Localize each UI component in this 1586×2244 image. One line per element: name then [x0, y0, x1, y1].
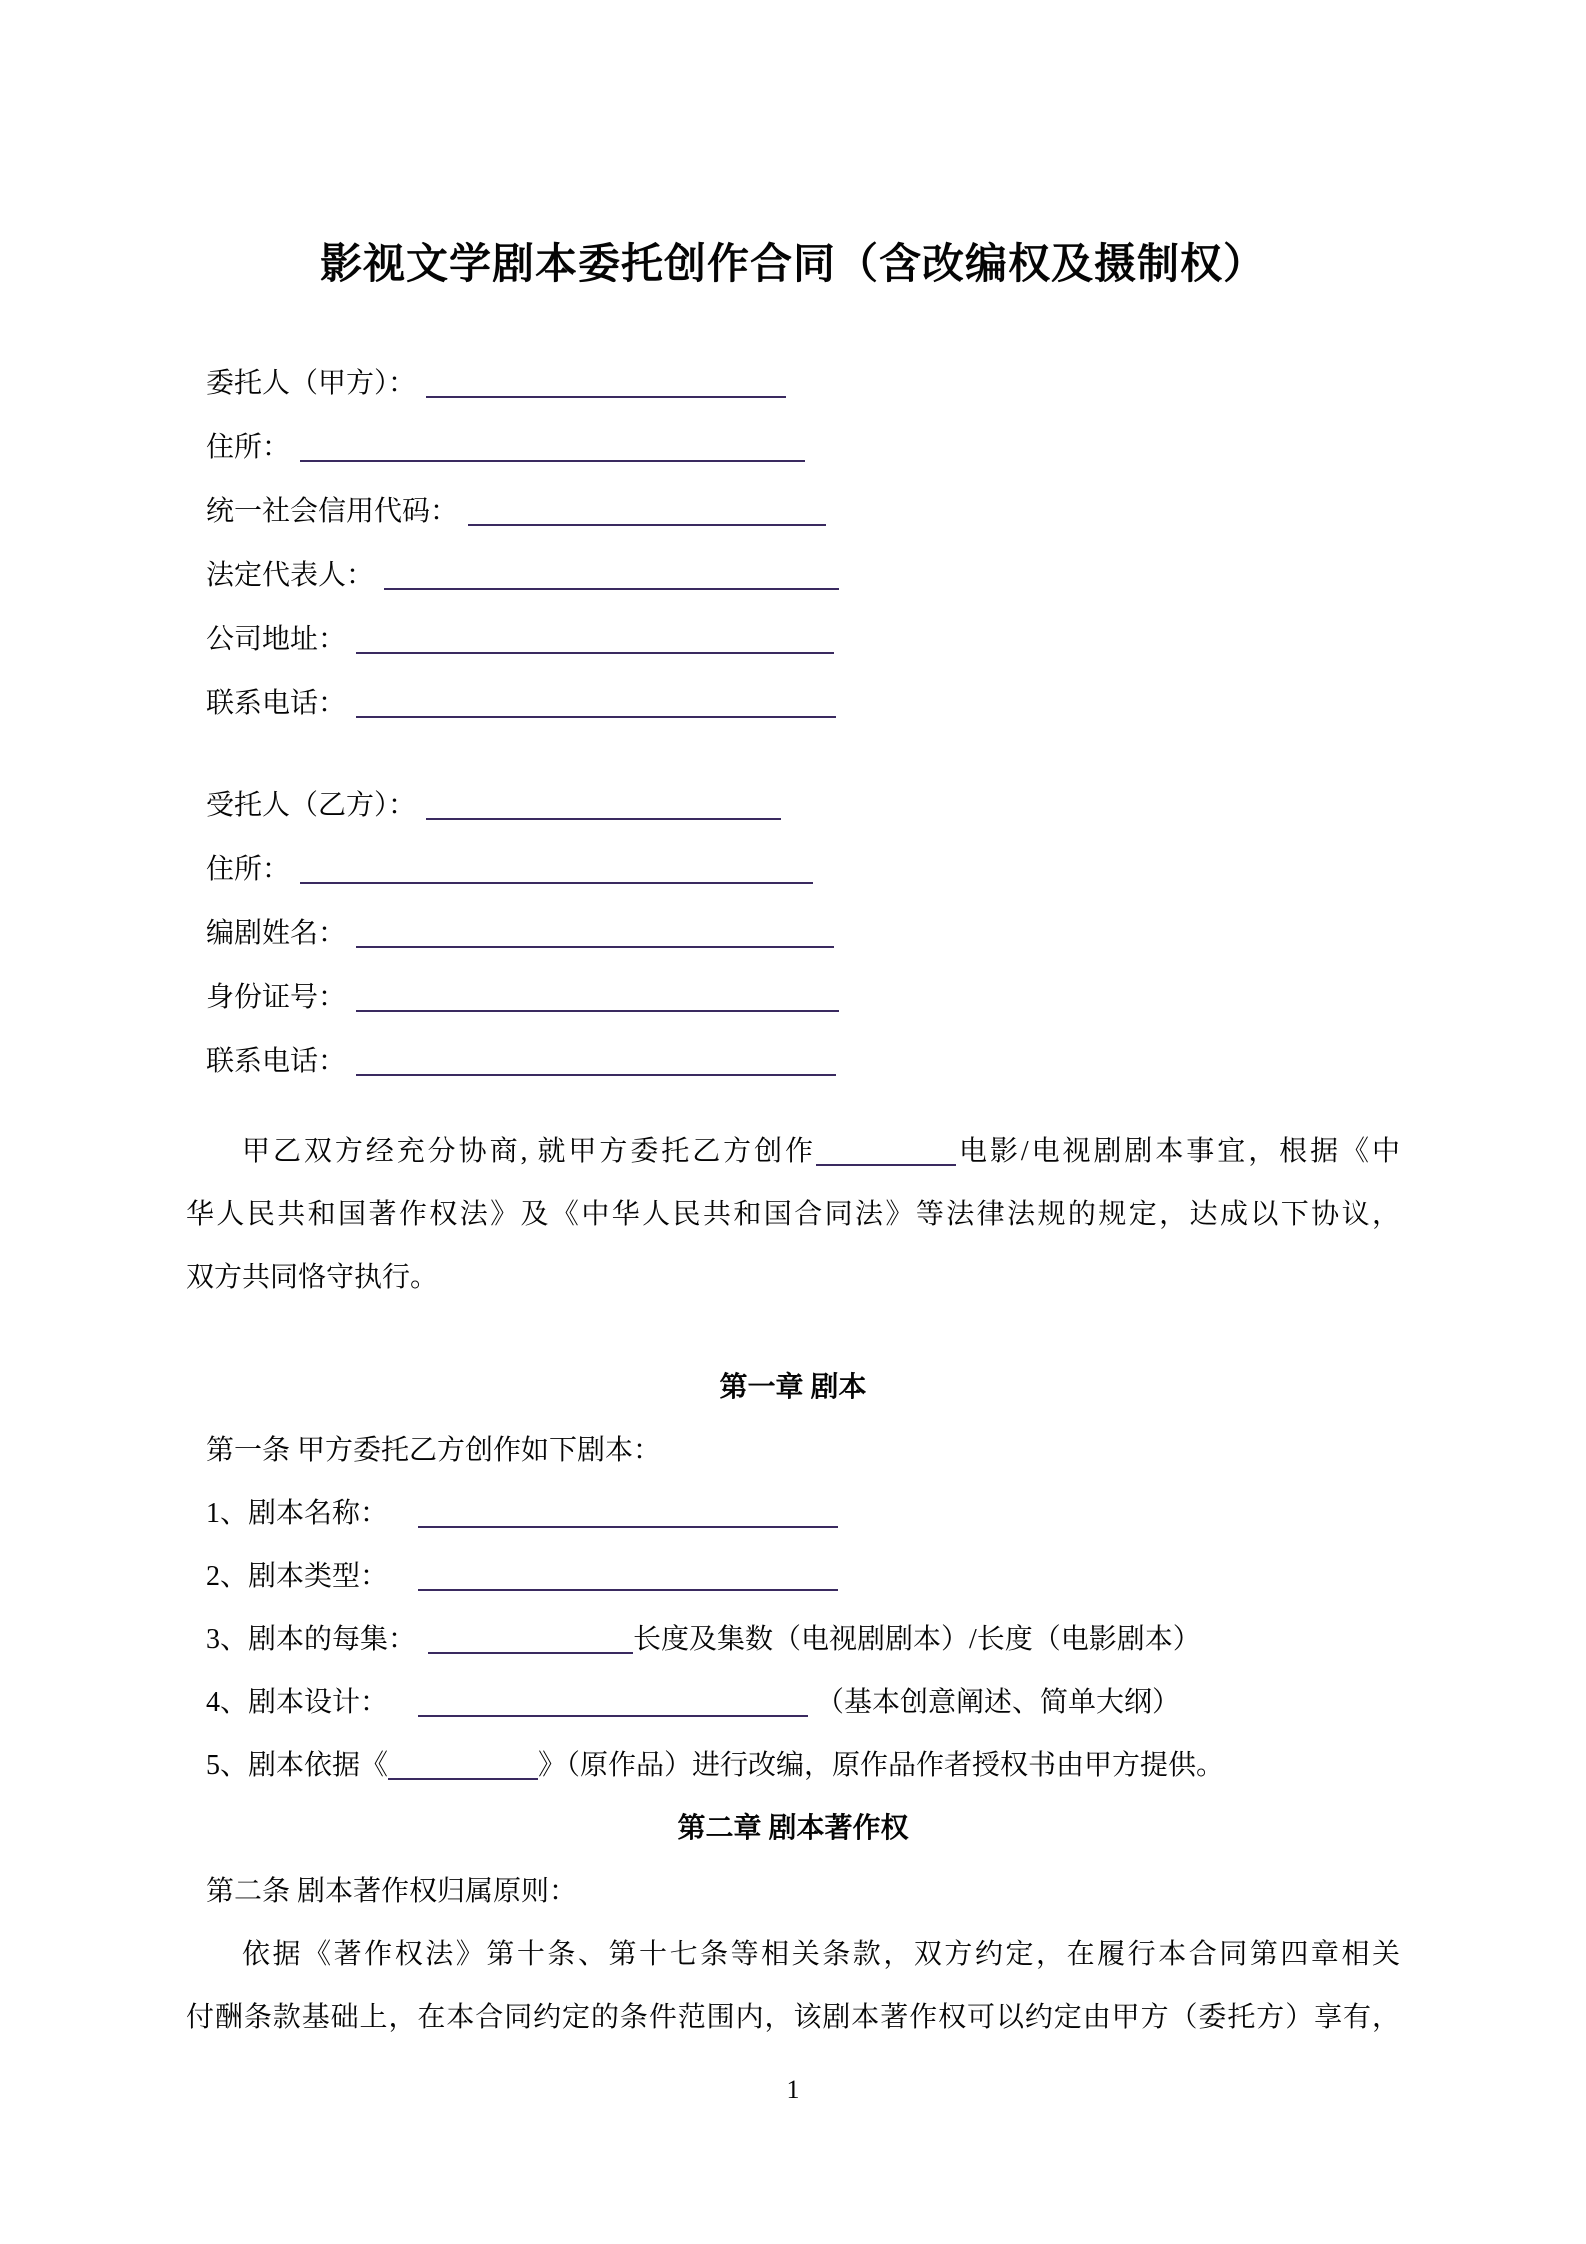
- blank-line[interactable]: [468, 494, 826, 526]
- field-label: 联系电话：: [206, 1046, 347, 1078]
- field-row-phone-a: [206, 672, 1400, 736]
- blank-line[interactable]: [418, 1496, 838, 1528]
- field-row-phone-b: [206, 1030, 1400, 1094]
- blank-line[interactable]: [300, 852, 813, 884]
- item-script-type: [186, 1545, 1400, 1608]
- article-one-lead: 第一条 甲方委托乙方创作如下剧本：: [206, 1435, 662, 1467]
- item-episode-length: [186, 1608, 1400, 1671]
- blank-line[interactable]: [428, 1622, 633, 1654]
- field-label: 法定代表人：: [206, 560, 375, 592]
- field-label: 联系电话：: [206, 688, 347, 720]
- item-suffix: 长度及集数（电视剧剧本）/长度（电影剧本）: [633, 1624, 1201, 1656]
- blank-line[interactable]: [356, 1044, 836, 1076]
- item-script-design: [186, 1671, 1400, 1734]
- field-label: 公司地址：: [206, 624, 347, 656]
- article-two-lead: 第二条 剧本著作权归属原则：: [206, 1876, 578, 1908]
- field-row-credit-code: [206, 480, 1400, 544]
- blank-line[interactable]: [356, 622, 834, 654]
- party-a-section: [186, 352, 1400, 736]
- item-prefix: 1、剧本名称：: [206, 1498, 389, 1530]
- field-label: 受托人（乙方）：: [206, 790, 417, 822]
- blank-line[interactable]: [418, 1685, 808, 1717]
- field-row-consignor: [206, 352, 1400, 416]
- chapter-two-line-1: 依据《著作权法》第十条、第十七条等相关条款，双方约定，在履行本合同第四章相关: [242, 1939, 1400, 1971]
- field-row-address-b: [206, 838, 1400, 902]
- blank-line[interactable]: [384, 558, 839, 590]
- blank-line[interactable]: [418, 1559, 838, 1591]
- chapter-two-heading: 第二章 剧本著作权: [677, 1813, 909, 1845]
- field-label: 编剧姓名：: [206, 918, 347, 950]
- blank-line[interactable]: [816, 1134, 956, 1166]
- field-row-company-address: [206, 608, 1400, 672]
- item-prefix: 4、剧本设计：: [206, 1687, 389, 1719]
- field-label: 住所：: [206, 432, 291, 464]
- blank-line[interactable]: [426, 788, 781, 820]
- intro-text: 甲乙双方经充分协商, 就甲方委托乙方创作: [242, 1136, 816, 1168]
- blank-line[interactable]: [356, 980, 839, 1012]
- intro-paragraph: [186, 1120, 1400, 1309]
- blank-line[interactable]: [356, 916, 834, 948]
- intro-line-3: 双方共同恪守执行。: [186, 1262, 439, 1294]
- chapter-one-heading: 第一章 剧本: [719, 1372, 867, 1404]
- document-title: 影视文学剧本委托创作合同（含改编权及摄制权）: [319, 242, 1266, 288]
- blank-line[interactable]: [426, 366, 786, 398]
- chapter-two-line-2: 付酬条款基础上，在本合同约定的条件范围内，该剧本著作权可以约定由甲方（委托方）享有，: [186, 2002, 1400, 2034]
- field-row-address-a: [206, 416, 1400, 480]
- item-prefix: 2、剧本类型：: [206, 1561, 389, 1593]
- party-b-section: [186, 774, 1400, 1094]
- field-row-legal-rep: [206, 544, 1400, 608]
- intro-line-2: 华人民共和国著作权法》及《中华人民共和国合同法》等法律法规的规定，达成以下协议，: [186, 1199, 1400, 1231]
- chapters-section: [186, 1356, 1400, 2049]
- item-script-name: [186, 1482, 1400, 1545]
- item-suffix: （基本创意阐述、简单大纲）: [816, 1687, 1181, 1719]
- field-row-id-number: [206, 966, 1400, 1030]
- field-label: 统一社会信用代码：: [206, 496, 459, 528]
- field-row-trustee: [206, 774, 1400, 838]
- item-prefix: 5、剧本依据《: [206, 1750, 389, 1782]
- blank-line[interactable]: [356, 686, 836, 718]
- page-number: 1: [786, 2075, 800, 2104]
- field-label: 住所：: [206, 854, 291, 886]
- field-label: 委托人（甲方）：: [206, 368, 417, 400]
- field-row-screenwriter-name: [206, 902, 1400, 966]
- blank-line[interactable]: [388, 1748, 538, 1780]
- item-suffix: 》（原作品）进行改编，原作品作者授权书由甲方提供。: [538, 1750, 1225, 1782]
- intro-line-1: [186, 1120, 1400, 1183]
- item-prefix: 3、剧本的每集：: [206, 1624, 417, 1656]
- item-adaptation-basis: [186, 1734, 1400, 1797]
- intro-text: 电影/电视剧剧本事宜，根据《中: [956, 1136, 1400, 1168]
- blank-line[interactable]: [300, 430, 805, 462]
- field-label: 身份证号：: [206, 982, 347, 1014]
